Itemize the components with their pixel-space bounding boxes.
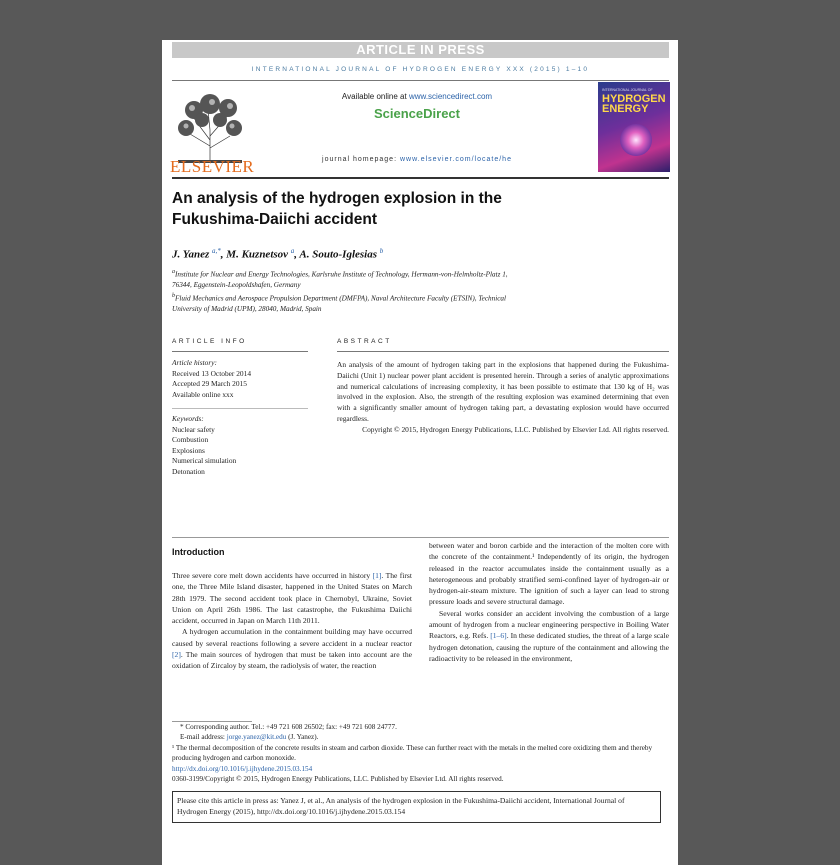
available-prefix: Available online at bbox=[341, 92, 407, 101]
article-info-heading: ARTICLE INFO bbox=[172, 338, 247, 345]
article-page bbox=[162, 40, 678, 865]
reference-link[interactable]: [2] bbox=[172, 650, 181, 660]
cover-graphic bbox=[620, 124, 652, 156]
history-online: Available online xxx bbox=[172, 389, 234, 399]
intro-paragraph-2: A hydrogen accumulation in the containment building may have occurred caused by several reactions following a severe accident in a nuclear reactor [2]. The main sources of hydrogen that must be taken into account are the oxidation of Zircaloy by steam, the radiolysis of water, the reaction bbox=[172, 627, 412, 671]
affiliation-b: $^b$Fluid Mechanics and Aerospace Propulsion Department (DMFPA), Naval Architecture Faculty (ETSIN), Technical University of Madrid (UPM), 28040, Madrid, Spain bbox=[172, 293, 507, 314]
author-name[interactable]: J. Yanez bbox=[172, 248, 210, 261]
abstract-copyright: Copyright © 2015, Hydrogen Energy Publications, LLC. Published by Elsevier Ltd. All rights reserved. bbox=[362, 424, 669, 434]
elsevier-wordmark: ELSEVIER bbox=[170, 157, 255, 176]
keyword-item[interactable]: Nuclear safety bbox=[172, 424, 215, 434]
author-list: J. Yanez $^{a,*}$, M. Kuznetsov $^a$, A. Souto-Iglesias $^b$ bbox=[172, 247, 384, 261]
homepage-prefix: journal homepage: bbox=[322, 156, 398, 163]
header-rule-top bbox=[172, 80, 669, 81]
doi-link[interactable]: http://dx.doi.org/10.1016/j.ijhydene.2015.03.154 bbox=[172, 764, 313, 773]
intro-paragraph-3: between water and boron carbide and the interaction of the molten core with the concrete of the containment.¹ Independently of its origin, the hydrogen released in the reactor accumulates inside the containment usually as a heterogeneous and probably stratified semi-confined layer of hydrogen-air or hydrogen-air-steam mixture. The ignition of such a layer can lead to strong pressure loads and severe structural damage. bbox=[429, 541, 669, 607]
introduction-heading: Introduction bbox=[172, 547, 225, 557]
sciencedirect-logo: ScienceDirect bbox=[374, 106, 460, 121]
keyword-item[interactable]: Numerical simulation bbox=[172, 456, 237, 466]
author-affiliation-mark[interactable]: a,* bbox=[212, 247, 221, 255]
article-history bbox=[172, 358, 312, 400]
footnotes bbox=[172, 722, 672, 784]
article-info-rule bbox=[172, 351, 308, 352]
issn-copyright: 0360-3199/Copyright © 2015, Hydrogen Energy Publications, LLC. Published by Elsevier Ltd. All rights reserved. bbox=[172, 775, 504, 784]
article-in-press-banner: ARTICLE IN PRESS bbox=[172, 42, 669, 58]
author-name[interactable]: M. Kuznetsov bbox=[226, 248, 289, 261]
article-title: An analysis of the hydrogen explosion in the Fukushima-Daiichi accident bbox=[172, 190, 502, 228]
history-received: Received 13 October 2014 bbox=[172, 368, 252, 378]
header-rule-bottom bbox=[172, 177, 669, 179]
journal-homepage-line bbox=[252, 156, 582, 163]
body-column-right bbox=[429, 540, 669, 664]
journal-running-header: INTERNATIONAL JOURNAL OF HYDROGEN ENERGY XXX (2015) 1–10 bbox=[251, 66, 590, 73]
keyword-item[interactable]: Detonation bbox=[172, 466, 205, 476]
body-column-left bbox=[172, 570, 412, 672]
abstract-body bbox=[337, 360, 669, 436]
history-accepted: Accepted 29 March 2015 bbox=[172, 379, 247, 389]
cover-small-text: INTERNATIONAL JOURNAL OF bbox=[602, 88, 653, 92]
abstract-rule bbox=[337, 351, 669, 352]
author-name[interactable]: A. Souto-Iglesias bbox=[299, 248, 378, 261]
keyword-item[interactable]: Explosions bbox=[172, 445, 205, 455]
author-affiliation-mark[interactable]: a bbox=[290, 247, 295, 255]
reference-link[interactable]: [1–6] bbox=[490, 631, 507, 641]
intro-paragraph-4: Several works consider an accident involving the combustion of a large amount of hydrogen from a nuclear engineering perspective in Boiling Water Reactors, e.g. Refs. [1–6]. In these dedicated studies, the threat of a large scale hydrogen detonation, causing the rupture of the containment and allowing the radioactivity to be released in the environment, bbox=[429, 608, 669, 663]
keywords-rule bbox=[172, 408, 308, 409]
available-online-line bbox=[252, 92, 582, 101]
email-link[interactable]: jorge.yanez@kit.edu bbox=[226, 733, 287, 742]
sciencedirect-link[interactable]: www.sciencedirect.com bbox=[408, 92, 493, 101]
reference-link[interactable]: [1] bbox=[372, 571, 382, 580]
journal-homepage-link[interactable]: www.elsevier.com/locate/he bbox=[399, 156, 512, 163]
email-note: E-mail address: jorge.yanez@kit.edu (J. Yanez). bbox=[180, 733, 319, 742]
keyword-item[interactable]: Combustion bbox=[172, 435, 209, 445]
keywords-block bbox=[172, 414, 312, 478]
author-affiliation-mark[interactable]: b bbox=[379, 247, 384, 255]
intro-rule bbox=[172, 537, 669, 538]
abstract-text: An analysis of the amount of hydrogen taking part in the explosions that happened during the Fukushima-Daiichi (Unit 1) nuclear power plant accident is presented herein. Through a series of analytic approximations and numerical calculations of increasing complexity, it has been possible to estimate that 130 kg of H₂ was involved in the explosion. Also, the strength of the resulting explosion was examined determining that even with a significantly smaller amount of hydrogen taking part, a devastating explosion would have occurred regardless. bbox=[337, 360, 669, 423]
keywords-label: Keywords: bbox=[172, 414, 204, 423]
footnote-1: ¹ The thermal decomposition of the concrete results in steam and carbon dioxide. These can further react with the metals in the melted core oxidizing them and thereby producing hydrogen and carbon monoxide. bbox=[172, 743, 653, 763]
history-label: Article history: bbox=[172, 358, 217, 367]
corresponding-author-note: * Corresponding author. Tel.: +49 721 608 26502; fax: +49 721 608 24777. bbox=[180, 723, 397, 731]
journal-cover-image bbox=[598, 82, 670, 172]
cover-title: HYDROGEN ENERGY bbox=[602, 93, 666, 115]
intro-paragraph-1: Three severe core melt down accidents have occurred in history [1]. The first one, the Three Mile Island disaster, happened in the United States on March 28th 1979. The second accident took place in Chernobyl, Ukraine, Soviet Union on April 26th 1986. The last catastrophe, the Fukushima Daiichi accident, occurred in Japan on March 11th 2011. bbox=[172, 571, 412, 626]
abstract-heading: ABSTRACT bbox=[337, 338, 392, 345]
citation-box: Please cite this article in press as: Yanez J, et al., An analysis of the hydrogen explosion in the Fukushima-Daiichi accident, International Journal of Hydrogen Energy (2015), http://dx.doi.org/10.1016/j.ijhydene.2015.03.154 bbox=[172, 791, 661, 823]
affiliation-a: $^a$Institute for Nuclear and Energy Technologies, Karlsruhe Institute of Technology, Hermann-von-Helmholtz-Platz 1, 76344, Eggenstein-Leopoldshafen, Germany bbox=[172, 269, 508, 290]
